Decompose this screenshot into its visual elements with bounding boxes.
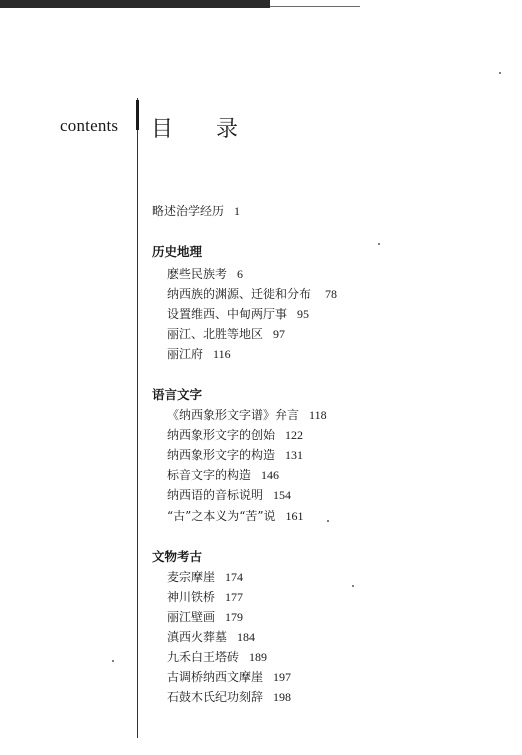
toc-entry-title: 石鼓木氏纪功刻辞 xyxy=(167,690,264,704)
toc-entry-title: 滇西火葬墓 xyxy=(167,630,228,644)
toc-entry[interactable] xyxy=(167,426,303,443)
top-scan-border xyxy=(0,0,270,8)
toc-entry[interactable] xyxy=(167,285,337,302)
section-heading-cultural-relics: 文物考古 xyxy=(152,549,203,564)
toc-entry[interactable] xyxy=(167,507,304,524)
toc-entry-page: 189 xyxy=(249,650,268,664)
section-heading-language-writing: 语言文字 xyxy=(152,387,203,402)
toc-entry[interactable] xyxy=(167,668,291,685)
page-title: 目 录 xyxy=(151,117,256,142)
toc-entry-page: 78 xyxy=(325,287,338,301)
toc-entry-page: 6 xyxy=(237,267,244,281)
toc-entry-page: 95 xyxy=(297,307,310,321)
toc-entry-page: 198 xyxy=(273,690,292,704)
toc-entry-title: 标音文字的构造 xyxy=(167,468,252,482)
toc-entry-title: 九禾白王塔砖 xyxy=(167,650,240,664)
toc-entry[interactable] xyxy=(167,568,243,585)
toc-entry-page: 197 xyxy=(273,670,292,684)
toc-entry-page: 1 xyxy=(234,204,241,218)
toc-entry-title: 丽江府 xyxy=(167,347,204,361)
toc-entry-page: 116 xyxy=(213,347,231,361)
toc-entry[interactable] xyxy=(167,628,255,645)
toc-entry[interactable] xyxy=(167,265,243,282)
toc-entry-page: 131 xyxy=(285,448,304,462)
toc-entry-title: 纳西族的渊源、迁徙和分布 xyxy=(167,287,312,301)
section-heading-history-geography: 历史地理 xyxy=(152,244,203,259)
toc-entry-title: 纳西象形文字的构造 xyxy=(167,448,276,462)
toc-entry[interactable] xyxy=(167,688,291,705)
scan-speck xyxy=(352,585,354,587)
toc-entry-page: 146 xyxy=(261,468,280,482)
toc-entry[interactable] xyxy=(167,345,231,362)
toc-entry[interactable] xyxy=(167,466,279,483)
toc-entry-title: 古调桥纳西文摩崖 xyxy=(167,670,264,684)
toc-entry-title: 纳西语的音标说明 xyxy=(167,488,264,502)
toc-entry-title: 神川铁桥 xyxy=(167,590,216,604)
toc-entry[interactable] xyxy=(167,608,243,625)
toc-entry[interactable] xyxy=(167,446,303,463)
toc-entry-title: 纳西象形文字的创始 xyxy=(167,428,276,442)
toc-entry-page: 174 xyxy=(225,570,244,584)
scan-speck xyxy=(378,243,380,245)
contents-label: contents xyxy=(60,116,119,135)
toc-entry[interactable] xyxy=(167,486,291,503)
toc-entry-page: 122 xyxy=(285,428,304,442)
toc-entry-page: 161 xyxy=(285,509,304,523)
toc-entry-preface[interactable] xyxy=(152,202,240,219)
toc-entry-page: 179 xyxy=(225,610,244,624)
divider-line xyxy=(137,98,138,738)
toc-entry-page: 118 xyxy=(309,408,327,422)
toc-entry-title: 麽些民族考 xyxy=(167,267,228,281)
toc-entry-page: 97 xyxy=(273,327,286,341)
toc-entry[interactable] xyxy=(167,648,267,665)
toc-entry-title: 丽江、北胜等地区 xyxy=(167,327,264,341)
toc-entry-title: 略述治学经历 xyxy=(152,204,225,218)
scan-speck xyxy=(112,660,114,662)
toc-entry-title: 《纳西象形文字谱》弁言 xyxy=(167,408,300,422)
toc-entry-title: “古”之本义为“苦”说 xyxy=(167,509,276,523)
toc-entry-page: 177 xyxy=(225,590,244,604)
toc-entry-title: 麦宗摩崖 xyxy=(167,570,216,584)
top-scan-border-thin xyxy=(270,6,360,7)
scan-speck xyxy=(327,520,329,522)
toc-entry[interactable] xyxy=(167,406,327,423)
toc-entry-page: 184 xyxy=(237,630,256,644)
toc-entry[interactable] xyxy=(167,305,309,322)
toc-entry-page: 154 xyxy=(273,488,292,502)
toc-entry-title: 丽江壁画 xyxy=(167,610,216,624)
divider-line-cap xyxy=(136,100,139,130)
toc-entry[interactable] xyxy=(167,325,285,342)
toc-entry[interactable] xyxy=(167,588,243,605)
toc-entry-title: 设置维西、中甸两厅事 xyxy=(167,307,288,321)
scan-speck xyxy=(499,72,501,74)
